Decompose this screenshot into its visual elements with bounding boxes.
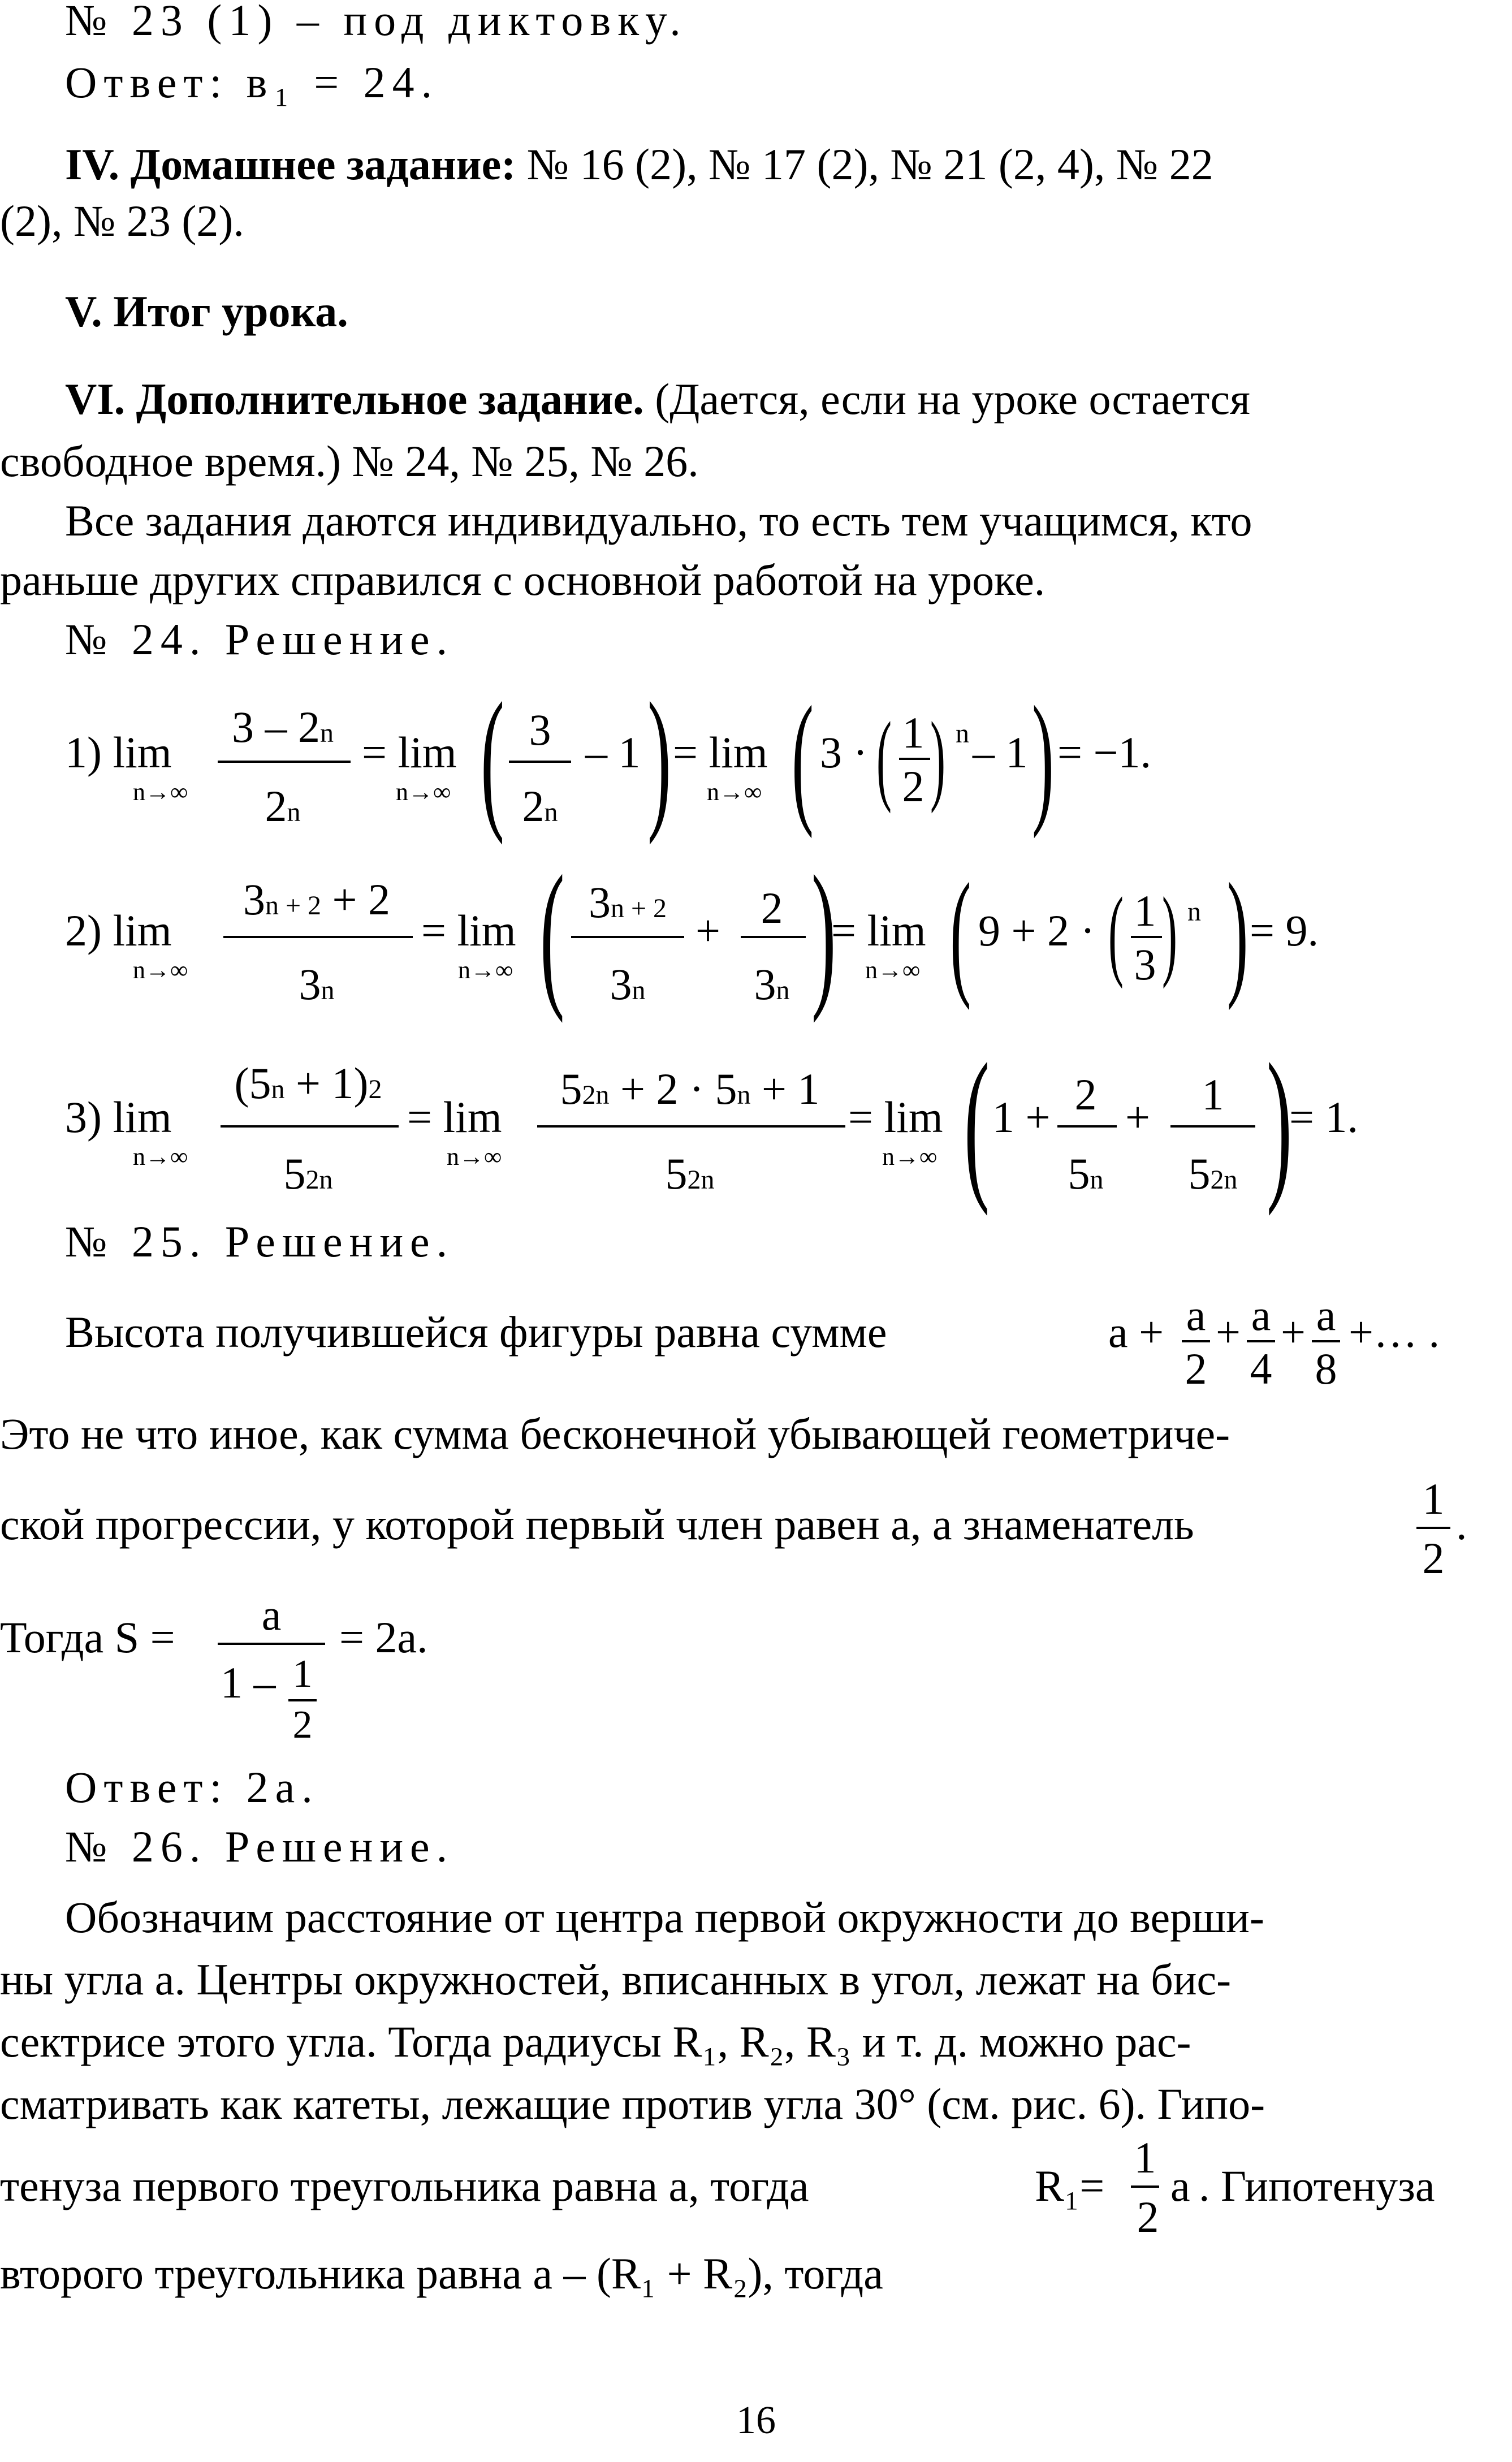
line-answer-23: Ответ: в₁ = 24. xyxy=(65,58,439,107)
p26-text-4: сматривать как катеты, лежащие против угла 30° (см. рис. 6). Гипо- xyxy=(0,2079,1265,2128)
page-number: 16 xyxy=(736,2399,776,2442)
p26-text-3: сектрисе этого угла. Тогда радиусы R₁, R₂, R₃ и т. д. можно рас- xyxy=(0,2017,1191,2066)
p26-text-2: ны угла а. Центры окружностей, вписанных в угол, лежат на бис- xyxy=(0,1955,1232,2004)
individual-text-2: раньше других справился с основной работой на уроке. xyxy=(0,555,1046,604)
problem-24-heading: № 24. Решение. xyxy=(65,615,455,664)
homework-heading: IV. Домашнее задание: № 16 (2), № 17 (2), № 21 (2, 4), № 22 xyxy=(65,140,1213,189)
lesson-summary-heading: V. Итог урока. xyxy=(65,287,348,336)
extra-task-continued: свободное время.) № 24, № 25, № 26. xyxy=(0,437,699,486)
extra-task-heading: VI. Дополнительное задание. (Дается, если на уроке остается xyxy=(65,374,1250,424)
p26-text-1: Обозначим расстояние от центра первой окружности до верши- xyxy=(65,1893,1264,1942)
problem-25-heading: № 25. Решение. xyxy=(65,1217,455,1266)
individual-text-1: Все задания даются индивидуально, то есть тем учащимся, кто xyxy=(65,496,1252,545)
p26-text-6: второго треугольника равна а – (R₁ + R₂), тогда xyxy=(0,2249,883,2298)
problem-26-heading: № 26. Решение. xyxy=(65,1822,455,1871)
progression-text-1: Это не что иное, как сумма бесконечной убывающей геометриче- xyxy=(0,1409,1230,1458)
homework-continued: (2), № 23 (2). xyxy=(0,196,244,245)
line-task-23: № 23 (1) – под диктовку. xyxy=(65,0,688,45)
answer-25: Ответ: 2а. xyxy=(65,1763,319,1812)
